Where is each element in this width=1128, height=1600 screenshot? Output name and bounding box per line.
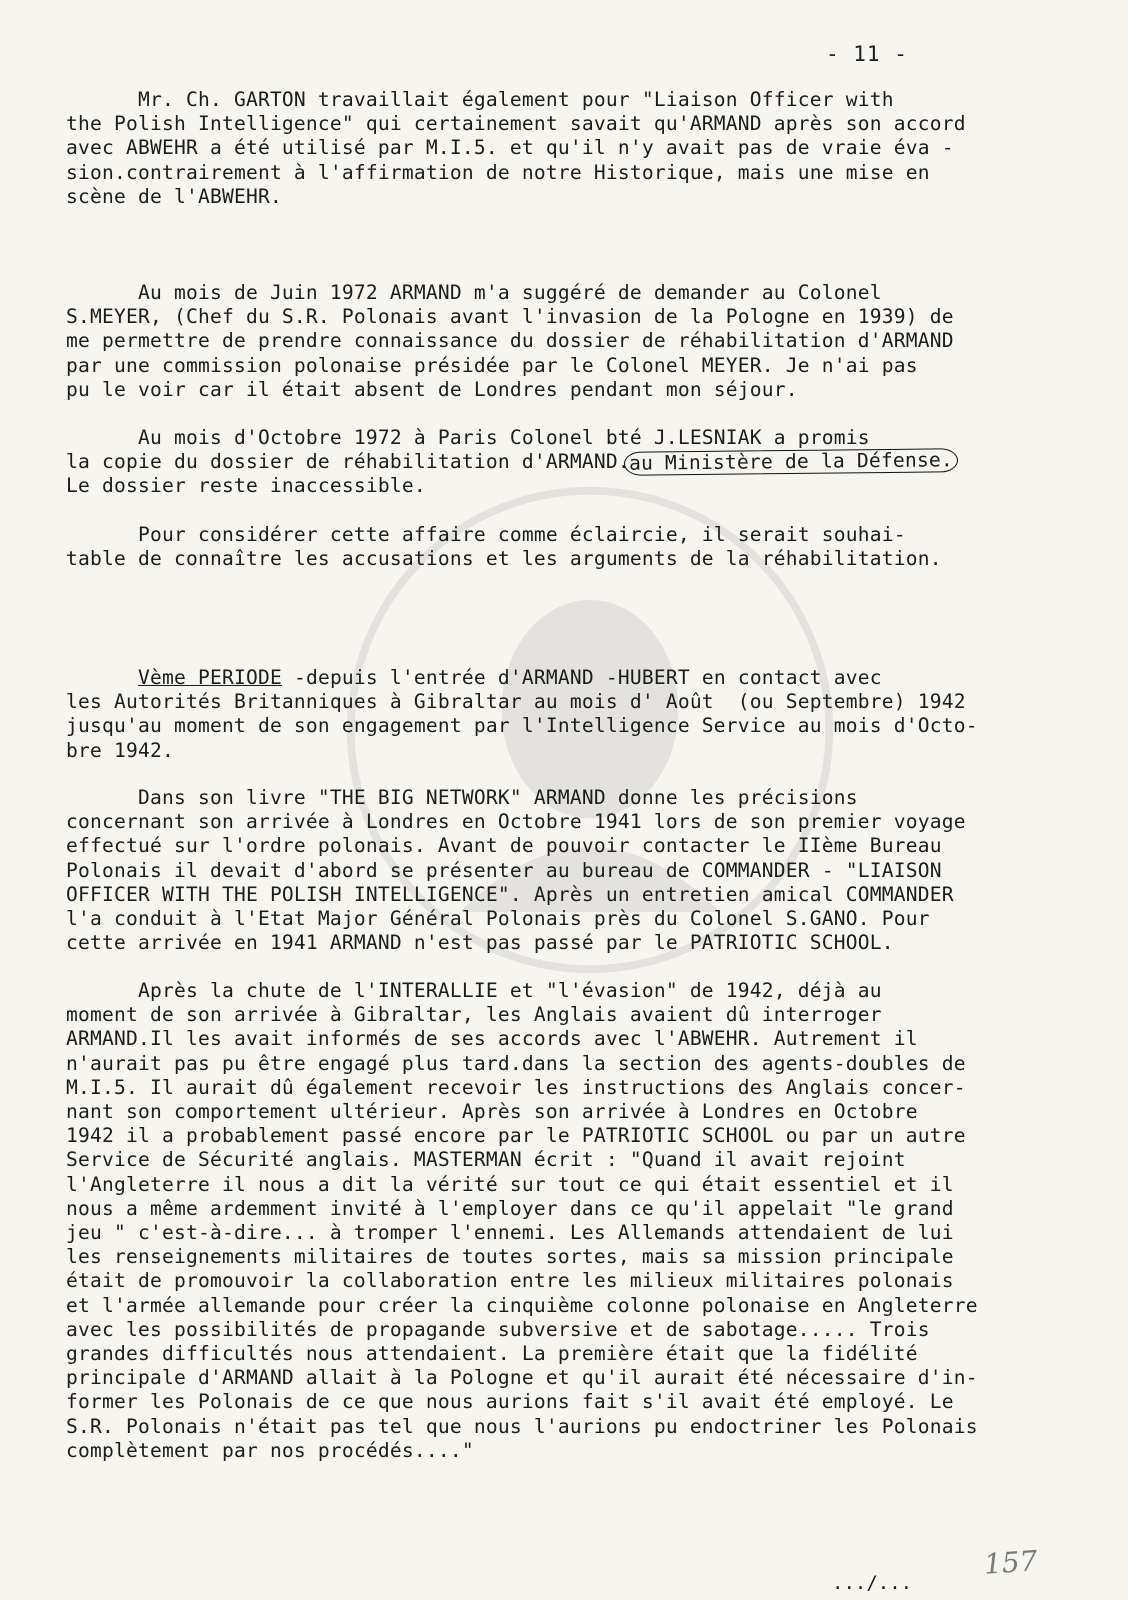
text-line: par une commission polonaise présidée par le Colonel MEYER. Je n'ai pas xyxy=(66,353,918,377)
handwritten-folio-number: 157 xyxy=(982,1544,1039,1581)
text-line: OFFICER WITH THE POLISH INTELLIGENCE". Après un entretien amical COMMANDER xyxy=(66,882,954,906)
text-line: Au mois d'Octobre 1972 à Paris Colonel bté J.LESNIAK a promis xyxy=(66,426,870,449)
paragraph-meyer xyxy=(66,281,1106,402)
text-line: Dans son livre "THE BIG NETWORK" ARMAND donne les précisions xyxy=(66,786,858,809)
paragraph-interallie xyxy=(66,979,1106,1463)
text-line: cette arrivée en 1941 ARMAND n'est pas passé par le PATRIOTIC SCHOOL. xyxy=(66,931,894,955)
text-line: Après la chute de l'INTERALLIE et "l'évasion" de 1942, déjà au xyxy=(66,979,882,1002)
text-line: Pour considérer cette affaire comme éclaircie, il serait souhai- xyxy=(66,523,906,546)
text-line: l'a conduit à l'Etat Major Général Polonais près du Colonel S.GANO. Pour xyxy=(66,907,930,931)
text-line: nous a même ardemment invité à l'employer dans ce qu'il appelait "le grand xyxy=(66,1196,954,1220)
text-line: avec ABWEHR a été utilisé par M.I.5. et qu'il n'y avait pas de vraie éva - xyxy=(66,136,954,160)
text-line: me permettre de prendre connaissance du dossier de réhabilitation d'ARMAND xyxy=(66,329,954,353)
text-line: et l'armée allemande pour créer la cinquième colonne polonaise en Angleterre xyxy=(66,1293,978,1317)
text-line: nant son comportement ultérieur. Après son arrivée à Londres en Octobre xyxy=(66,1100,918,1124)
text-line: Mr. Ch. GARTON travaillait également pour "Liaison Officer with xyxy=(66,88,894,111)
paragraph-garton xyxy=(66,88,1106,209)
text-line: moment de son arrivée à Gibraltar, les Anglais avaient dû interroger xyxy=(66,1003,882,1027)
text-line: Le dossier reste inaccessible. xyxy=(66,474,426,498)
text-line: jusqu'au moment de son engagement par l'Intelligence Service au mois d'Octo- xyxy=(66,714,978,738)
text-line: table de connaître les accusations et les arguments de la réhabilitation. xyxy=(66,547,942,571)
text-line: scène de l'ABWEHR. xyxy=(66,184,282,208)
section-heading: Vème PERIODE xyxy=(137,666,282,689)
text-line: the Polish Intelligence" qui certainement savait qu'ARMAND après son accord xyxy=(66,112,966,136)
text-line: les Autorités Britanniques à Gibraltar au mois d' Août (ou Septembre) 1942 xyxy=(66,690,966,714)
text-line: S.R. Polonais n'était pas tel que nous l'aurions pu endoctriner les Polonais xyxy=(66,1414,978,1438)
paragraph-lesniak xyxy=(66,426,1106,499)
text-line: sion.contrairement à l'affirmation de notre Historique, mais une mise en xyxy=(66,160,930,184)
paragraph-conclusion xyxy=(66,523,1106,571)
text-line: Polonais il devait d'abord se présenter au bureau de COMMANDER - "LIAISON xyxy=(66,858,942,882)
text-line xyxy=(66,450,1106,474)
text-line: avec les possibilités de propagande subversive et de sabotage..... Trois xyxy=(66,1317,930,1341)
paragraph-big-network xyxy=(66,786,1106,955)
text-line: complètement par nos procédés...." xyxy=(66,1438,474,1462)
text-line: pu le voir car il était absent de Londres pendant mon séjour. xyxy=(66,377,798,401)
circled-annotation: au Ministère de la Défense. xyxy=(624,448,958,475)
text-line: jeu " c'est-à-dire... à tromper l'ennemi. Les Allemands attendaient de lui xyxy=(66,1221,954,1245)
text-line: était de promouvoir la collaboration entre les milieux militaires polonais xyxy=(66,1269,954,1293)
text-line: former les Polonais de ce que nous aurions fait s'il avait été employé. Le xyxy=(66,1390,954,1414)
text-segment: -depuis l'entrée d'ARMAND -HUBERT en contact avec xyxy=(281,666,882,689)
text-line: S.MEYER, (Chef du S.R. Polonais avant l'invasion de la Pologne en 1939) de xyxy=(66,305,954,329)
text-line: Service de Sécurité anglais. MASTERMAN écrit : "Quand il avait rejoint xyxy=(66,1148,906,1172)
text-line: Au mois de Juin 1972 ARMAND m'a suggéré de demander au Colonel xyxy=(66,281,882,304)
text-line: ARMAND.Il les avait informés de ses accords avec l'ABWEHR. Autrement il xyxy=(66,1027,918,1051)
text-line: effectué sur l'ordre polonais. Avant de pouvoir contacter le IIème Bureau xyxy=(66,834,942,858)
page-number: - 11 - xyxy=(826,42,908,66)
text-line: l'Angleterre il nous a dit la vérité sur tout ce qui était essentiel et il xyxy=(66,1172,954,1196)
text-line: 1942 il a probablement passé encore par le PATRIOTIC SCHOOL ou par un autre xyxy=(66,1124,966,1148)
text-line: les renseignements militaires de toutes sortes, mais sa mission principale xyxy=(66,1245,954,1269)
text-line: concernant son arrivée à Londres en Octobre 1941 lors de son premier voyage xyxy=(66,810,966,834)
continuation-mark: .../... xyxy=(832,1572,913,1594)
text-line: principale d'ARMAND allait à la Pologne et qu'il aurait été nécessaire d'in- xyxy=(66,1366,978,1390)
paragraph-periode xyxy=(66,666,1106,763)
text-line: bre 1942. xyxy=(66,738,174,762)
text-line: n'aurait pas pu être engagé plus tard.dans la section des agents-doubles de xyxy=(66,1051,966,1075)
text-line: M.I.5. Il aurait dû également recevoir les instructions des Anglais concer- xyxy=(66,1075,966,1099)
text-line xyxy=(66,666,1106,690)
text-segment: la copie du dossier de réhabilitation d'ARMAND. xyxy=(66,450,630,474)
text-line: grandes difficultés nous attendaient. La première était que la fidélité xyxy=(66,1342,918,1366)
